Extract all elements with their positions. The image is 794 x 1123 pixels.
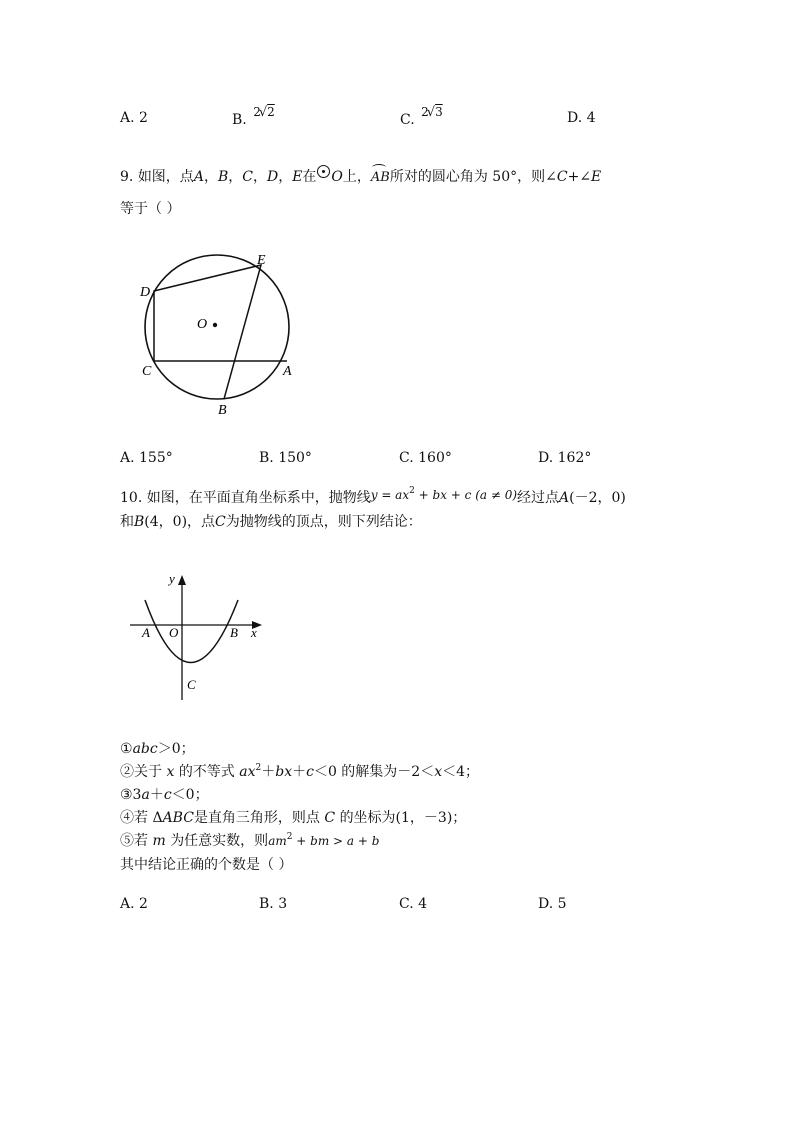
option-letter: A. bbox=[120, 450, 135, 466]
chord-path-cdeb bbox=[154, 265, 261, 399]
var: a bbox=[141, 787, 150, 803]
sqrt-symbol: √2 bbox=[258, 105, 275, 120]
option-value: 4 bbox=[586, 110, 596, 126]
stmt-text: ④若 Δ bbox=[120, 810, 163, 826]
q8-option-a bbox=[120, 110, 148, 126]
point-label: E bbox=[292, 169, 303, 185]
eq-part: 2 bbox=[409, 486, 415, 496]
q10-text: 和 bbox=[120, 514, 134, 530]
option-letter: C. bbox=[399, 896, 414, 912]
option-letter: A. bbox=[120, 896, 135, 912]
label-c: C bbox=[187, 677, 196, 692]
exponent: 2 bbox=[286, 832, 293, 842]
label-e: E bbox=[257, 253, 266, 268]
op: ＋ bbox=[292, 764, 307, 780]
option-letter: D. bbox=[538, 896, 554, 912]
var: m bbox=[152, 833, 166, 849]
q9-option-d bbox=[538, 450, 591, 466]
point-label: D bbox=[266, 169, 279, 185]
circle-name: O bbox=[331, 169, 343, 185]
option-value: 3 bbox=[278, 896, 288, 912]
option-value: 4 bbox=[418, 896, 428, 912]
point-label: C bbox=[242, 169, 253, 185]
stmt-text: ＜0 的解集为－2＜ bbox=[313, 764, 435, 780]
option-value: 150° bbox=[278, 450, 312, 466]
parabola-curve bbox=[145, 600, 238, 663]
q10-option-a bbox=[120, 896, 148, 912]
radicand: 3 bbox=[435, 105, 443, 119]
circle-o bbox=[145, 255, 289, 399]
option-value: 2 bbox=[139, 110, 148, 126]
sep: ， bbox=[203, 169, 218, 185]
option-letter: B. bbox=[232, 112, 247, 128]
label-o: O bbox=[197, 317, 208, 332]
option-letter: D. bbox=[538, 450, 554, 466]
stmt-text: ＜4； bbox=[442, 764, 480, 780]
q10-statement-1 bbox=[120, 738, 195, 758]
radicand: 2 bbox=[267, 105, 275, 119]
eq-part: y bbox=[370, 488, 378, 502]
q10-statement-5 bbox=[120, 830, 379, 850]
q10-option-b bbox=[259, 896, 287, 912]
eq-part: = ax bbox=[377, 488, 410, 502]
label-a: A bbox=[283, 364, 292, 379]
q9-option-b bbox=[259, 450, 312, 466]
label-b: B bbox=[218, 403, 227, 418]
var: x bbox=[166, 764, 175, 780]
option-letter: C. bbox=[399, 450, 414, 466]
q10-parabola-graph bbox=[125, 565, 270, 705]
label-c: C bbox=[142, 364, 152, 379]
var: c bbox=[306, 764, 314, 780]
stmt-text: 是直角三角形，则点 bbox=[193, 810, 320, 826]
q8-option-c bbox=[400, 105, 443, 128]
var: bx bbox=[275, 764, 293, 780]
axis-label-y: y bbox=[169, 571, 175, 586]
angle-e: ∠E bbox=[579, 169, 602, 185]
q9-text: 上， bbox=[342, 169, 371, 185]
option-value: 2 bbox=[139, 896, 148, 912]
point-label: C bbox=[215, 514, 226, 530]
point-label: A bbox=[559, 490, 570, 506]
stmt-text: ②关于 bbox=[120, 764, 162, 780]
question-number: 9. bbox=[120, 169, 134, 185]
arc-icon bbox=[372, 164, 386, 171]
angle-c: ∠C bbox=[545, 169, 568, 185]
q10-text: 经过点 bbox=[517, 490, 560, 506]
option-letter: C. bbox=[400, 112, 415, 128]
stmt-text: ＞0； bbox=[157, 741, 195, 757]
plus: + bbox=[567, 169, 580, 185]
y-axis-arrow-icon bbox=[178, 575, 186, 585]
sep: ， bbox=[278, 169, 293, 185]
q9-option-c bbox=[399, 450, 452, 466]
q10-line2 bbox=[120, 511, 422, 531]
q9-text: 在 bbox=[302, 169, 317, 185]
label-d: D bbox=[140, 285, 151, 300]
q10-count-line: 其中结论正确的个数是（ ） bbox=[120, 857, 293, 873]
var: ABC bbox=[162, 810, 194, 826]
point-label: B bbox=[134, 514, 145, 530]
var: c bbox=[163, 787, 172, 803]
label-a: A bbox=[142, 625, 150, 640]
stmt-text: 为任意实数，则 bbox=[170, 833, 269, 849]
q10-text: 如图，在平面直角坐标系中，抛物线 bbox=[146, 490, 371, 506]
coord: (－2，0) bbox=[569, 490, 626, 506]
q9-line1 bbox=[120, 166, 601, 186]
q9-option-a bbox=[120, 450, 173, 466]
point-label: B bbox=[217, 169, 229, 185]
radical-coefficient: 2 bbox=[421, 105, 429, 119]
arc-ab bbox=[371, 169, 390, 185]
stmt-text: ⑤若 bbox=[120, 833, 148, 849]
parabola-equation bbox=[371, 488, 517, 502]
center-point bbox=[213, 323, 217, 327]
option-value: 160° bbox=[418, 450, 452, 466]
exponent: 2 bbox=[255, 763, 262, 773]
q9-text: 所对的圆心角为 50°，则 bbox=[389, 169, 546, 185]
q9-circle-figure bbox=[130, 245, 310, 425]
var: ax bbox=[239, 764, 256, 780]
stmt-text: 的不等式 bbox=[178, 764, 235, 780]
q10-statement-2 bbox=[120, 761, 479, 781]
q10-option-c bbox=[399, 896, 427, 912]
var: C bbox=[324, 810, 336, 826]
op: ＋ bbox=[261, 764, 276, 780]
q10-option-d bbox=[538, 896, 567, 912]
option-letter: B. bbox=[259, 450, 274, 466]
point-label: A bbox=[193, 169, 204, 185]
expr-part: + bm > a + b bbox=[292, 834, 380, 848]
option-value: 162° bbox=[557, 450, 592, 466]
q10-text: 为抛物线的顶点，则下列结论： bbox=[225, 514, 422, 530]
q9-text: 如图，点 bbox=[137, 169, 194, 185]
option-letter: A. bbox=[120, 110, 135, 126]
circle-dot-icon bbox=[317, 165, 330, 178]
op: ＋ bbox=[149, 787, 164, 803]
option-letter: D. bbox=[567, 110, 583, 126]
stmt-text: 的坐标为(1，－3)； bbox=[339, 810, 467, 826]
var: x bbox=[434, 764, 443, 780]
label-o: O bbox=[169, 625, 179, 640]
label-b: B bbox=[230, 625, 238, 640]
inequality-expr bbox=[268, 834, 379, 848]
radical-coefficient: 2 bbox=[253, 105, 261, 119]
q10-line1 bbox=[120, 487, 626, 507]
question-number: 10. bbox=[120, 490, 143, 506]
option-value: 5 bbox=[557, 896, 567, 912]
q10-statement-4 bbox=[120, 807, 466, 827]
expr-part: am bbox=[268, 834, 287, 848]
stmt-text: ③3 bbox=[120, 787, 142, 803]
sep: ， bbox=[252, 169, 267, 185]
var: abc bbox=[132, 741, 158, 757]
eq-part: + bx + c (a ≠ 0) bbox=[414, 488, 518, 502]
stmt-num: ① bbox=[120, 741, 133, 757]
stmt-text: ＜0； bbox=[171, 787, 209, 803]
sqrt-symbol: √3 bbox=[426, 105, 443, 120]
option-letter: B. bbox=[259, 896, 274, 912]
axis-label-x: x bbox=[251, 625, 257, 640]
arc-label: AB bbox=[370, 170, 390, 185]
q8-option-d bbox=[567, 110, 596, 126]
sep: ， bbox=[228, 169, 243, 185]
q9-line2: 等于（ ） bbox=[120, 201, 181, 217]
option-value: 155° bbox=[139, 450, 173, 466]
q8-option-b bbox=[232, 105, 275, 128]
q10-statement-3 bbox=[120, 784, 209, 804]
q10-text: (4，0)，点 bbox=[144, 514, 216, 530]
